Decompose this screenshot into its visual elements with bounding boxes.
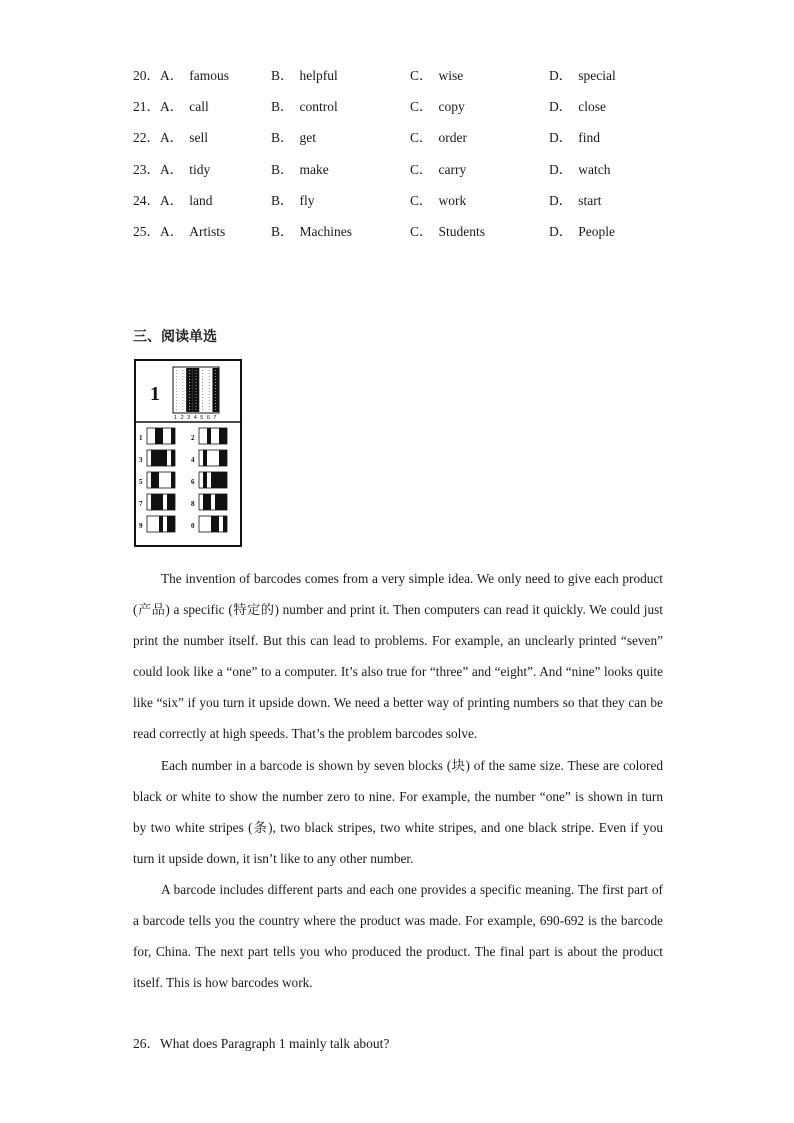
choice-label: D． — [549, 68, 573, 83]
code-bar — [203, 472, 207, 488]
code-bar — [159, 428, 163, 444]
answer-options — [133, 66, 673, 253]
question-number: 23． — [133, 161, 160, 177]
code-bar — [219, 450, 223, 466]
code-bar — [223, 516, 227, 532]
figure-big-number: 1 — [150, 383, 160, 405]
passage-paragraph-3: A barcode includes different parts and each one provides a specific meaning. The first part of a barcode tells you the country where the product was made. For example, 690-692 is the barcode for, China. The next part tells you who produced the product. The final part is about the product itself. This is how barcodes work. — [133, 881, 663, 991]
choice-label: B． — [271, 99, 294, 115]
choice-text: land — [189, 192, 213, 208]
choice-c[interactable] — [410, 160, 466, 180]
code-bar — [203, 450, 207, 466]
question-number: 22． — [133, 130, 160, 146]
choice-label: D． — [549, 130, 573, 146]
choice-label: D． — [549, 99, 573, 115]
choice-d[interactable] — [549, 191, 602, 211]
choice-label: C． — [410, 68, 433, 83]
choice-label: A． — [160, 99, 184, 115]
choice-label: C． — [410, 223, 433, 239]
code-bar — [155, 472, 159, 488]
choice-d[interactable] — [549, 160, 610, 180]
scale-digit: 7 — [213, 415, 217, 421]
code-digit-label: 0 — [191, 522, 195, 530]
barcode-figure — [133, 358, 245, 550]
choice-label: A． — [160, 192, 184, 208]
code-bar — [151, 494, 155, 510]
section-title: 三、阅读单选 — [133, 329, 217, 345]
option-row-20 — [133, 66, 673, 97]
option-row-21 — [133, 97, 673, 128]
code-bar — [155, 494, 159, 510]
choice-label: D． — [549, 192, 573, 208]
choice-d[interactable] — [549, 128, 600, 148]
scale-digit: 5 — [200, 415, 204, 421]
code-bar — [203, 494, 207, 510]
code-bar — [223, 428, 227, 444]
choice-text: call — [189, 99, 209, 115]
code-bar — [219, 494, 223, 510]
code-bar — [171, 450, 175, 466]
code-bar — [211, 472, 215, 488]
choice-a[interactable] — [160, 191, 213, 211]
choice-label: B． — [271, 68, 294, 83]
scale-digit: 1 — [174, 415, 178, 421]
choice-a[interactable] — [160, 97, 209, 117]
choice-b[interactable] — [271, 160, 329, 180]
code-bar — [159, 516, 163, 532]
scale-digit: 4 — [193, 415, 197, 421]
question-number: 24． — [133, 192, 160, 208]
code-bar — [159, 494, 163, 510]
choice-text: order — [438, 130, 467, 146]
code-bar — [167, 516, 171, 532]
choice-text: carry — [438, 161, 467, 177]
choice-label: C． — [410, 192, 433, 208]
code-bar — [171, 494, 175, 510]
choice-text: get — [299, 130, 317, 146]
barcode-bar — [193, 368, 200, 412]
code-bar — [163, 450, 167, 466]
code-bar — [155, 450, 159, 466]
reading-passage — [133, 563, 663, 998]
choice-c[interactable] — [410, 66, 463, 86]
question-number: 25． — [133, 223, 160, 239]
choice-text: fly — [299, 192, 315, 208]
code-digit-label: 7 — [139, 500, 143, 508]
choice-text: find — [578, 130, 600, 146]
choice-text: tidy — [189, 161, 211, 177]
code-digit-label: 2 — [191, 434, 195, 442]
choice-text: start — [578, 192, 602, 208]
code-digit-label: 6 — [191, 478, 195, 486]
question-26 — [133, 1033, 389, 1055]
code-bar — [171, 516, 175, 532]
choice-label: C． — [410, 130, 433, 146]
code-bar — [215, 494, 219, 510]
choice-d[interactable] — [549, 222, 615, 242]
code-digit-label: 4 — [191, 456, 195, 464]
code-bar — [159, 450, 163, 466]
code-digit-label: 8 — [191, 500, 195, 508]
code-bar — [151, 472, 155, 488]
barcode-bar — [186, 368, 193, 412]
choice-text: control — [299, 99, 338, 115]
choice-text: work — [438, 192, 467, 208]
choice-text: helpful — [299, 68, 338, 83]
choice-text: watch — [578, 161, 611, 177]
barcode-bar — [212, 368, 219, 412]
option-row-25 — [133, 222, 673, 253]
question-number: 20． — [133, 68, 160, 83]
scale-digit: 3 — [187, 415, 191, 421]
code-bar — [215, 516, 219, 532]
choice-label: A． — [160, 130, 184, 146]
choice-label: B． — [271, 161, 294, 177]
choice-text: Machines — [299, 223, 352, 239]
choice-c[interactable] — [410, 222, 485, 242]
choice-text: famous — [189, 68, 229, 83]
code-bar — [155, 428, 159, 444]
code-bar — [167, 494, 171, 510]
passage-paragraph-2: Each number in a barcode is shown by seven blocks (块) of the same size. These are colored black or white to show the number zero to nine. For example, the number “one” is shown in turn by two white stripes (条), two black stripes, two white stripes, and one black stripe. Even if you turn it upside down, it isn’t like to any other number. — [133, 757, 663, 866]
choice-b[interactable] — [271, 222, 352, 242]
choice-label: C． — [410, 161, 433, 177]
choice-text: close — [578, 99, 606, 115]
code-digit-label: 9 — [139, 522, 143, 530]
choice-b[interactable] — [271, 128, 316, 148]
choice-text: People — [578, 223, 615, 239]
code-bar — [223, 494, 227, 510]
question-number: 26． — [133, 1036, 160, 1051]
choice-text: special — [578, 68, 616, 83]
choice-label: B． — [271, 130, 294, 146]
option-row-24 — [133, 191, 673, 222]
question-text: What does Paragraph 1 mainly talk about? — [160, 1036, 390, 1051]
choice-a[interactable] — [160, 222, 225, 242]
option-row-23 — [133, 160, 673, 191]
choice-c[interactable] — [410, 128, 467, 148]
choice-c[interactable] — [410, 191, 466, 211]
choice-a[interactable] — [160, 66, 229, 86]
choice-text: Students — [438, 223, 486, 239]
choice-c[interactable] — [410, 97, 465, 117]
choice-text: sell — [189, 130, 208, 146]
choice-text: wise — [438, 68, 464, 83]
code-digit-label: 1 — [139, 434, 143, 442]
choice-a[interactable] — [160, 128, 208, 148]
code-bar — [207, 428, 211, 444]
code-bar — [207, 494, 211, 510]
code-bar — [211, 516, 215, 532]
code-digit-label: 3 — [139, 456, 143, 464]
choice-label: A． — [160, 223, 184, 239]
choice-label: B． — [271, 192, 294, 208]
choice-b[interactable] — [271, 191, 315, 211]
choice-label: A． — [160, 68, 184, 83]
code-bar — [215, 472, 219, 488]
code-bar — [219, 472, 223, 488]
code-digit-label: 5 — [139, 478, 143, 486]
passage-paragraph-1: The invention of barcodes comes from a very simple idea. We only need to give each product (产品) a specific (特定的) number and print it. Then computers can read it quickly. We could just print the number itself. But this can lead to problems. For example, an unclearly printed “seven” could look like a “one” to a computer. It’s also true for “three” and “eight”. And “nine” looks quite like “six” if you turn it upside down. We need a better way of printing numbers so that they can be read correctly at high speeds. That’s the problem barcodes solve. — [133, 571, 663, 742]
choice-label: B． — [271, 223, 294, 239]
choice-label: C． — [410, 99, 433, 115]
choice-label: D． — [549, 223, 573, 239]
code-bar — [223, 450, 227, 466]
code-bar — [151, 450, 155, 466]
code-bar — [171, 428, 175, 444]
code-bar — [171, 472, 175, 488]
choice-d[interactable] — [549, 97, 606, 117]
choice-text: copy — [438, 99, 465, 115]
scale-digit: 6 — [206, 415, 210, 421]
choice-b[interactable] — [271, 97, 338, 117]
choice-label: A． — [160, 161, 184, 177]
code-bar — [223, 472, 227, 488]
choice-label: D． — [549, 161, 573, 177]
choice-text: make — [299, 161, 329, 177]
scale-digit: 2 — [180, 415, 184, 421]
question-number: 21． — [133, 99, 160, 115]
choice-text: Artists — [189, 223, 226, 239]
option-row-22 — [133, 128, 673, 159]
choice-a[interactable] — [160, 160, 210, 180]
choice-b[interactable] — [271, 66, 338, 86]
code-bar — [219, 428, 223, 444]
choice-d[interactable] — [549, 66, 616, 86]
